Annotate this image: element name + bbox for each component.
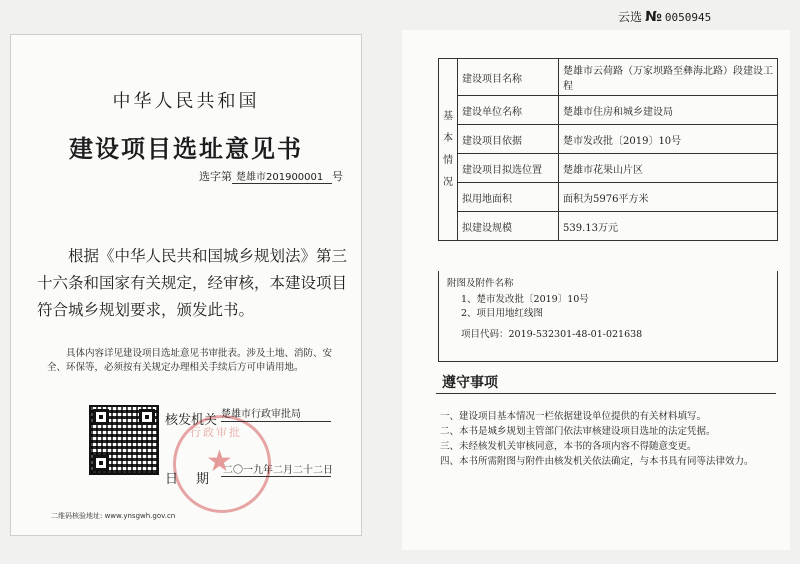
row-label: 建设项目依据 (458, 125, 559, 154)
issuer-label: 核发机关 (165, 413, 218, 428)
attachments-title: 附图及附件名称 (447, 278, 514, 289)
document-title: 建设项目选址意见书 (69, 134, 303, 163)
rule-item: 一、建设项目基本情况一栏依据建设单位提供的有关材料填写。 (440, 411, 707, 422)
serial-prefix: 云选 (618, 10, 643, 24)
attachment-item: 2、项目用地红线图 (461, 308, 544, 319)
star-icon: ★ (206, 444, 233, 479)
basic-info-table (438, 58, 778, 241)
table-row (439, 59, 778, 96)
date-label: 日期 (165, 472, 228, 487)
row-value: 539.13万元 (559, 212, 778, 241)
table-row (439, 154, 778, 183)
project-code: 项目代码：2019-532301-48-01-021638 (461, 329, 643, 340)
obey-divider (436, 393, 776, 394)
document-number (199, 168, 343, 184)
right-page (402, 30, 790, 550)
number-suffix: 号 (332, 170, 343, 183)
row-label: 建设项目名称 (458, 59, 559, 96)
serial-number (618, 8, 711, 25)
row-label: 拟用地面积 (458, 183, 559, 212)
number-prefix: 选字第 (199, 170, 232, 183)
certificate-note: 具体内容详见建设项目选址意见书审批表。涉及土地、消防、安全、环保等，必须按有关规定办理相关手续后方可申请用地。 (47, 348, 333, 373)
issuer-value: 楚雄市行政审批局 (221, 409, 301, 420)
row-value: 面积为5976平方米 (559, 183, 778, 212)
row-value: 楚雄市云荷路（万家坝路至彝海北路）段建设工程 (559, 59, 778, 96)
seal-text: 行政审批 (190, 426, 242, 439)
rule-item: 二、本书是城乡规划主管部门依法审核建设项目选址的法定凭据。 (440, 426, 716, 437)
table-row (439, 212, 778, 241)
table-row (439, 183, 778, 212)
certificate-body: 根据《中华人民共和国城乡规划法》第三十六条和国家有关规定，经审核，本建设项目符合城乡规划要求，颁发此书。 (37, 247, 348, 319)
row-label: 建设项目拟选位置 (458, 154, 559, 183)
row-label: 建设单位名称 (458, 96, 559, 125)
rule-item: 四、本书所需附图与附件由核发机关依法确定，与本书具有同等法律效力。 (440, 456, 754, 467)
attachment-item: 1、楚市发改批〔2019〕10号 (461, 294, 589, 305)
date-underline (221, 476, 331, 477)
table-row (439, 96, 778, 125)
number-value: 楚雄市201900001 (232, 168, 332, 184)
serial-value: 0050945 (664, 11, 712, 24)
side-label: 基 本 情 况 (439, 59, 458, 241)
table-row (439, 125, 778, 154)
attachments-box (438, 271, 778, 362)
left-page (10, 34, 362, 536)
rule-item: 三、未经核发机关审核同意，本书的各项内容不得随意变更。 (440, 441, 697, 452)
row-label: 拟建设规模 (458, 212, 559, 241)
qr-code (89, 405, 159, 475)
obey-title: 遵守事项 (442, 375, 498, 391)
qr-footer: 二维码核验地址: www.ynsgwh.gov.cn (51, 512, 176, 520)
row-value: 楚雄市花果山片区 (559, 154, 778, 183)
rules-list (440, 409, 770, 469)
date-value: 二〇一九年二月二十二日 (223, 465, 333, 476)
issuer-underline (221, 421, 331, 422)
row-value: 楚雄市住房和城乡建设局 (559, 96, 778, 125)
serial-symbol: № (645, 9, 662, 25)
country-name: 中华人民共和国 (112, 91, 260, 112)
row-value: 楚市发改批〔2019〕10号 (559, 125, 778, 154)
